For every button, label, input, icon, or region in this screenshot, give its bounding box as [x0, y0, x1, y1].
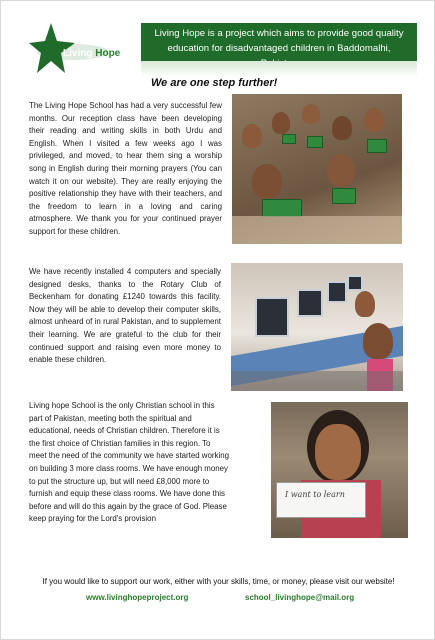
photo-computer-room	[231, 263, 403, 391]
banner-line-1: Living Hope is a project which aims to provide good quality	[154, 28, 404, 39]
paragraph-school-progress: The Living Hope School has had a very successful few months. Our reception class have been developing their reading and writing skills in both Urdu and English. When I visited a few weeks ago I was privileged, and moved, to hear them sing a worship song in English during their morning prayers (You can watch it on our website). They are really enjoying the positive relationship they have with their teachers, and the freedom to learn in a loving and caring atmosphere. We thank you for your continued prayer support for these children.	[29, 101, 222, 236]
living-hope-logo	[29, 21, 121, 81]
banner-line-2: education for disadvantaged children in Baddomalhi,	[167, 43, 391, 54]
sign-i-want-to-learn: I want to learn	[276, 482, 366, 518]
paragraph-computers: We have recently installed 4 computers and specially designed desks, thanks to the Rotary Club of Beckenham for donating £1240 towards this facility. Now they will be able to develop their computer skills, almost unheard of in rural Pakistan, and to supplement their learning. We are grateful to the club for their continued support and raising even more money to enable these children.	[29, 267, 221, 365]
website-link[interactable]: www.livinghopeproject.org	[86, 593, 189, 602]
photo-girl-with-sign	[271, 402, 408, 538]
email-link[interactable]: school_livinghope@mail.org	[245, 593, 355, 602]
support-call-to-action: If you would like to support our work, either with your skills, time, or money, please visit our website!	[42, 577, 395, 586]
headline: We are one step further!	[151, 77, 278, 89]
photo-children-with-boards	[232, 94, 402, 244]
banner-shadow	[141, 61, 417, 77]
paragraph-new-classrooms: Living hope School is the only Christian school in this part of Pakistan, meeting both the spiritual and educational, needs of Christian children. Therefore it is the first choice of Christian families in this region. To meet the need of the community we have started working on building 3 more class rooms. We have enough money to put the structure up, but will need £8,000 more to furnish and equip these class rooms. We have done this before and will do this again by the grace of God. Please keep praying for the Lord's provision	[29, 401, 230, 524]
logo-text: Living Hope	[63, 48, 121, 59]
mission-banner	[141, 23, 417, 61]
